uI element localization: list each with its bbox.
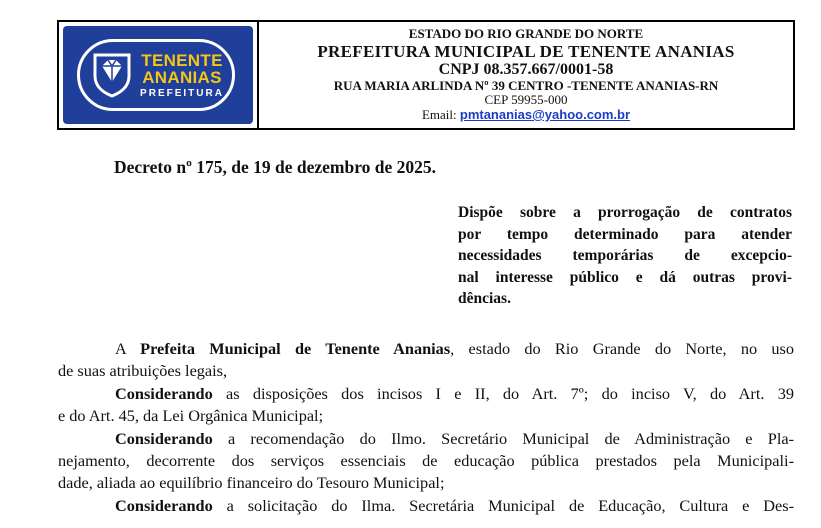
summary-line: Dispõe sobre a prorrogação de contratos [458,204,792,221]
logo-line1: TENENTE [141,50,223,70]
paragraph-3-line-3: dade, aliada ao equilíbrio financeiro do Tesouro Municipal; [58,473,445,493]
paragraph-3-line-2: nejamento, decorrente dos serviços essenciais de educação pública prestados pela Municipali- [58,451,794,471]
paragraph-4-line-1: Considerando a solicitação do Ilma. Secretária Municipal de Educação, Cultura e Des- [115,495,794,515]
summary-line: por tempo determinado para atender [458,225,792,243]
crest-icon [92,52,132,98]
decree-title: Decreto nº 175, de 19 de dezembro de 2025. [114,157,437,177]
address: RUA MARIA ARLINDA Nº 39 CENTRO -TENENTE ANANIAS-RN [333,77,719,93]
mayor-title: Prefeita Municipal de Tenente Ananias [140,339,451,358]
state-name: ESTADO DO RIO GRANDE DO NORTE [408,26,644,42]
prefecture-logo [63,26,253,124]
summary-line: necessidades temporárias de excepcio- [458,247,792,264]
decree-summary [458,202,792,310]
prefecture-name: PREFEITURA MUNICIPAL DE TENENTE ANANIAS [317,41,735,61]
email-link[interactable]: pmtananias@yahoo.com.br [459,107,631,123]
logo-cell [59,22,259,128]
paragraph-2-line-2: e do Art. 45, da Lei Orgânica Municipal; [58,406,324,426]
letterhead [57,20,795,130]
paragraph-1-line-2: de suas atribuições legais, [58,361,228,381]
letterhead-info [259,22,793,128]
paragraph-2-line-1: Considerando as disposições dos incisos I e II, do Art. 7º; do inciso V, do Art. 39 [115,383,794,403]
decree-body [58,338,794,517]
logo-line2: ANANIAS [142,67,222,87]
paragraph-1-line-1: A Prefeita Municipal de Tenente Ananias, estado do Rio Grande do Norte, no uso [115,339,794,358]
paragraph-3-line-1: Considerando a recomendação do Ilmo. Secretário Municipal de Administração e Pla- [115,428,794,448]
summary-line: dências. [458,290,511,307]
email-line [422,108,630,123]
cep: CEP 59955-000 [484,92,568,108]
logo-line3: PREFEITURA [140,87,224,99]
cnpj: CNPJ 08.357.667/0001-58 [438,61,614,79]
email-label: Email: [421,107,457,123]
summary-line: nal interesse público e dá outras provi- [458,268,792,286]
